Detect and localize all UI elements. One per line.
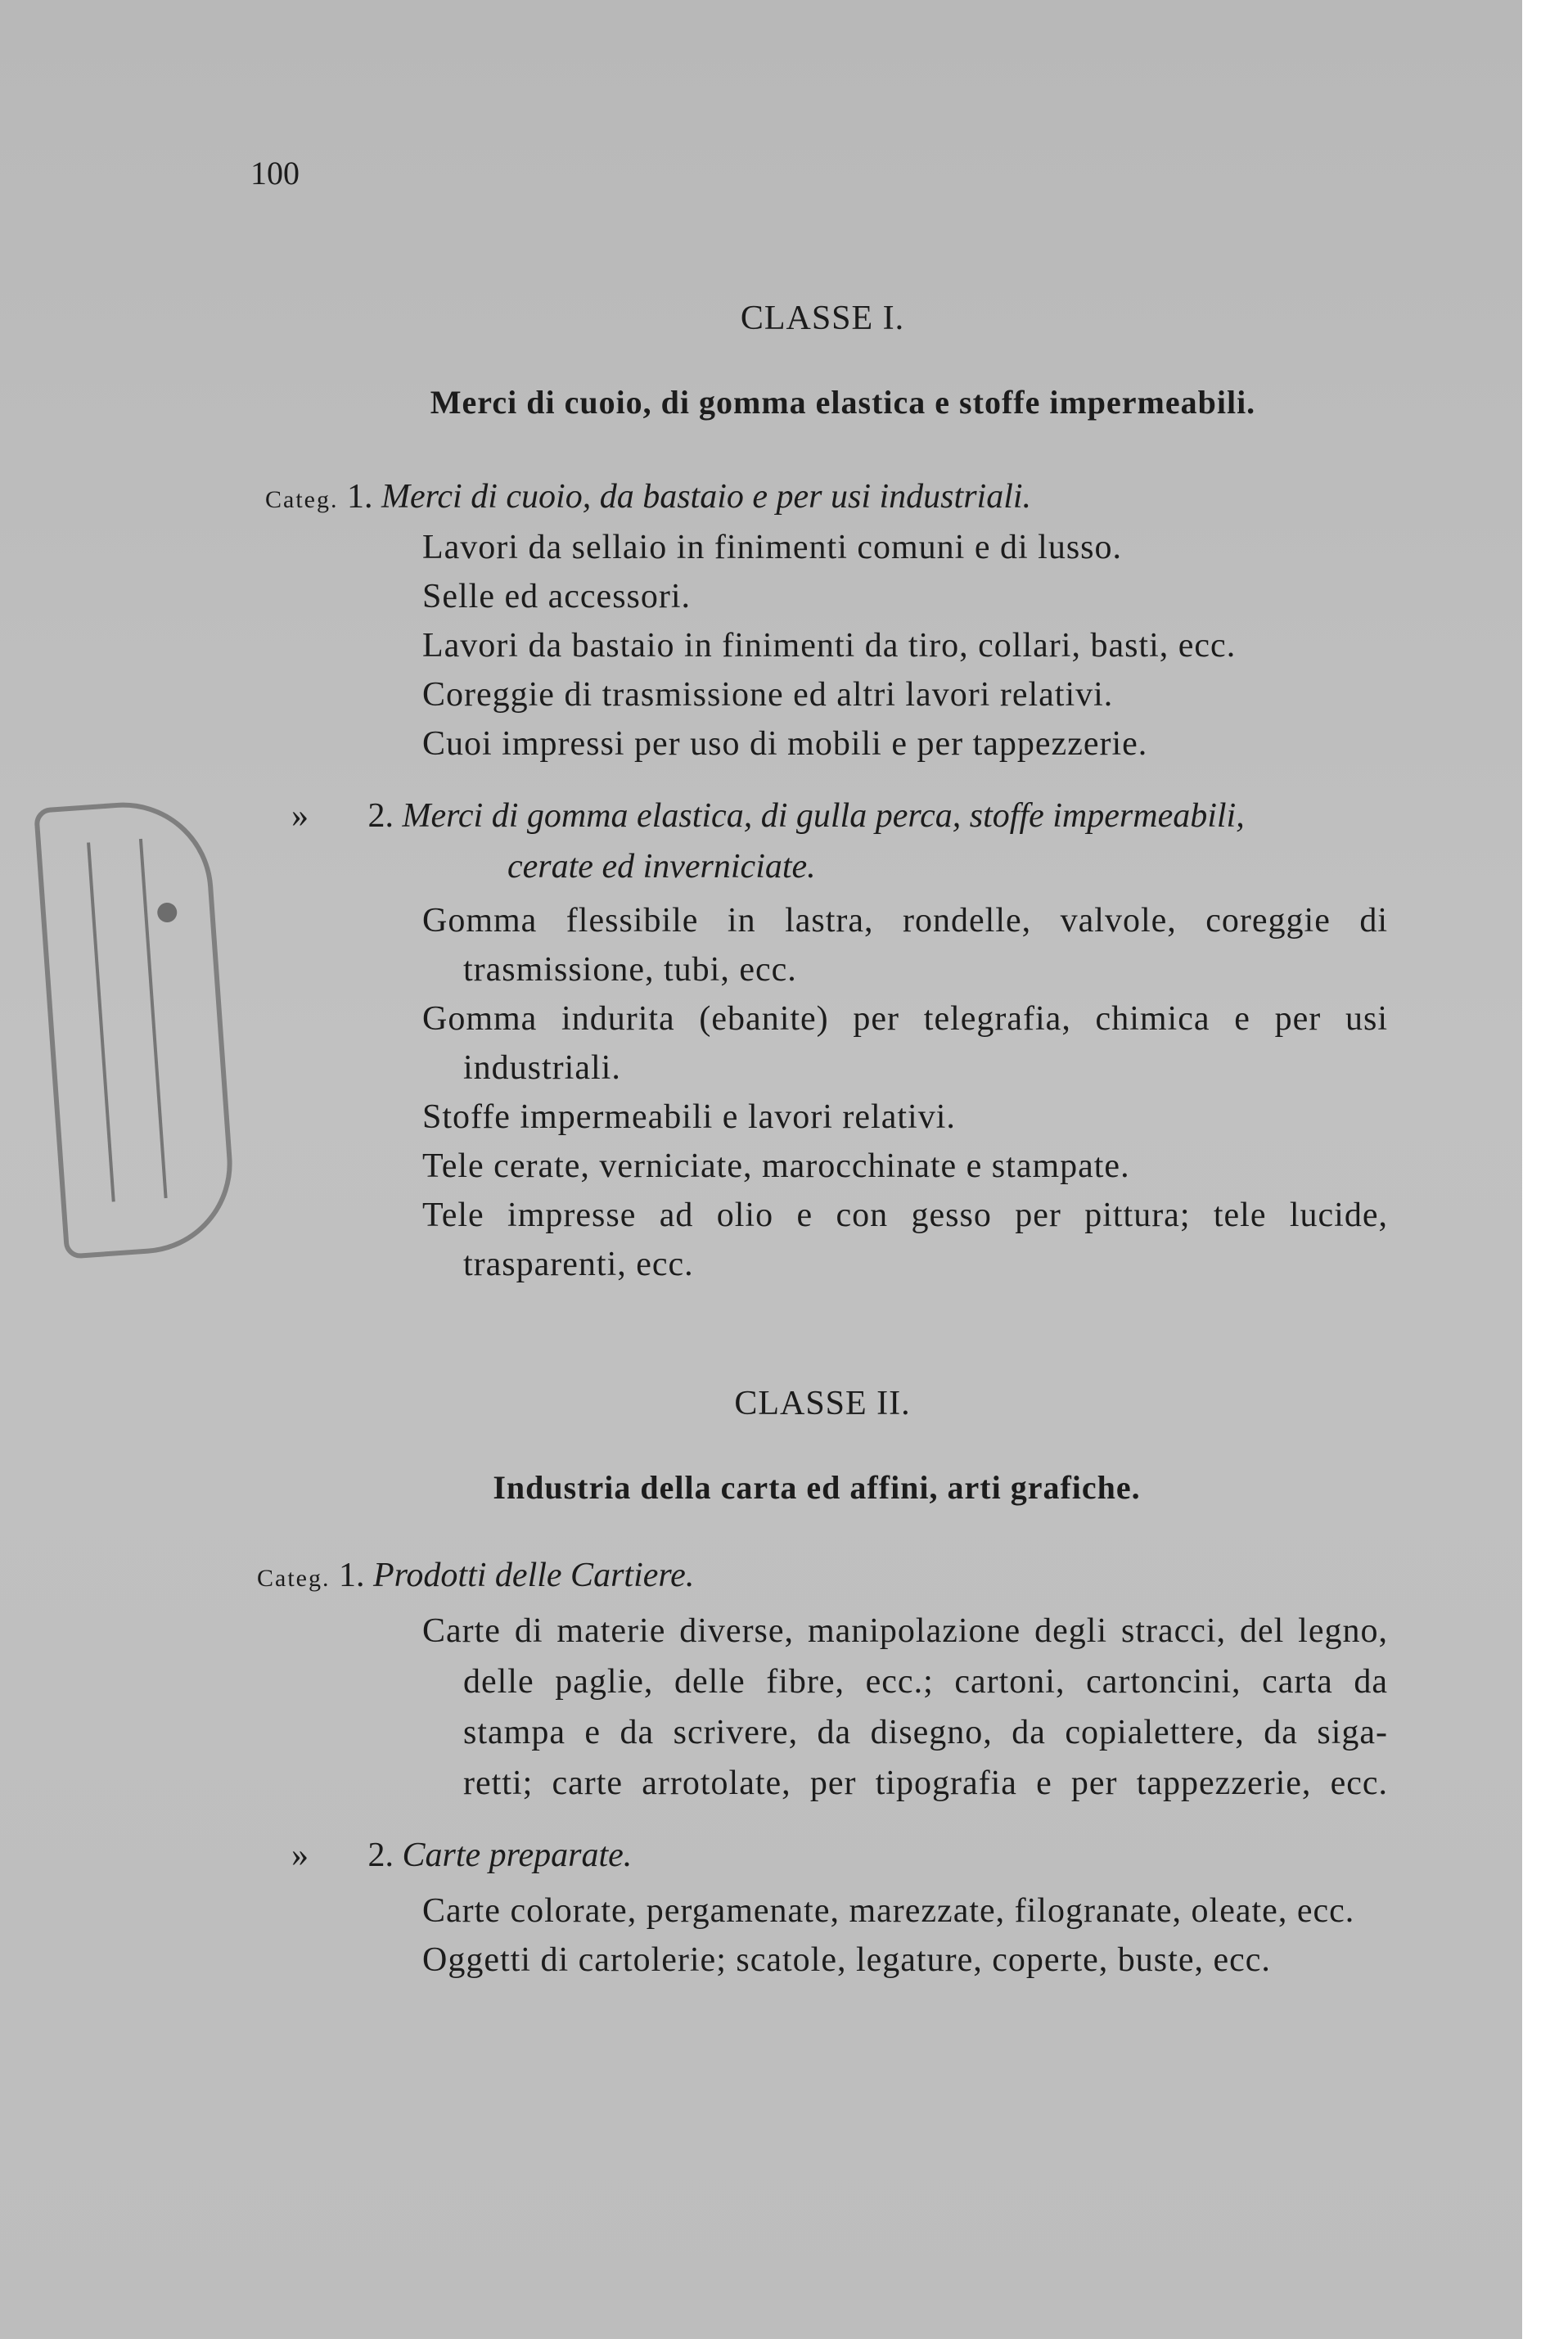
cat-prefix: Categ.: [265, 486, 339, 513]
library-stamp: [34, 796, 238, 1259]
cat-prefix: »: [291, 797, 309, 835]
cat-number: 2.: [367, 1836, 394, 1874]
cat-number: 1.: [338, 1557, 365, 1594]
list-item: trasparenti, ecc.: [463, 1246, 694, 1283]
class-1-cat-2: [291, 799, 1245, 833]
class-2-cat-2: [291, 1838, 632, 1873]
page-number: 100: [250, 155, 300, 192]
list-item: Carte colorate, pergamenate, marezzate, filogranate, oleate, ecc.: [422, 1892, 1355, 1930]
list-item: Carte di materie diverse, manipolazione degli stracci, del legno,: [422, 1612, 1388, 1650]
cat-title: Merci di gomma elastica, di gulla perca, stoffe impermeabili,: [402, 797, 1245, 835]
list-item: industriali.: [463, 1049, 621, 1087]
list-item: Cuoi impressi per uso di mobili e per tappezzerie.: [422, 725, 1148, 763]
list-item: retti; carte arrotolate, per tipografia e per tappezzerie, ecc.: [463, 1764, 1388, 1802]
list-item: Selle ed accessori.: [422, 578, 692, 615]
cat-number: 2.: [367, 797, 394, 835]
class-2-title: Industria della carta ed affini, arti grafiche.: [493, 1469, 1141, 1506]
list-item: Lavori da bastaio in finimenti da tiro, collari, basti, ecc.: [422, 627, 1237, 665]
cat-title: Carte preparate.: [402, 1836, 633, 1874]
list-item: Stoffe impermeabili e lavori relativi.: [422, 1098, 956, 1136]
list-item: stampa e da scrivere, da disegno, da copialettere, da siga-: [463, 1714, 1388, 1751]
class-2-cat-1: [257, 1558, 694, 1593]
class-2-heading: CLASSE II.: [734, 1385, 911, 1422]
cat-prefix: »: [291, 1836, 309, 1874]
list-item: Lavori da sellaio in finimenti comuni e di lusso.: [422, 529, 1123, 566]
list-item: Tele impresse ad olio e con gesso per pittura; tele lucide,: [422, 1197, 1388, 1234]
cat-number: 1.: [346, 478, 373, 516]
list-item: Tele cerate, verniciate, marocchinate e stampate.: [422, 1147, 1130, 1185]
cat-title-continued: cerate ed inverniciate.: [507, 848, 816, 886]
class-1-cat-1: [265, 480, 1031, 514]
list-item: Oggetti di cartolerie; scatole, legature, coperte, buste, ecc.: [422, 1941, 1271, 1979]
class-1-title: Merci di cuoio, di gomma elastica e stoffe impermeabili.: [430, 384, 1256, 421]
class-1-heading: CLASSE I.: [740, 300, 905, 337]
list-item: delle paglie, delle fibre, ecc.; cartoni, cartoncini, carta da: [463, 1663, 1388, 1701]
list-item: Gomma indurita (ebanite) per telegrafia, chimica e per usi: [422, 1000, 1388, 1038]
list-item: Gomma flessibile in lastra, rondelle, valvole, coreggie di: [422, 902, 1388, 940]
cat-title: Merci di cuoio, da bastaio e per usi industriali.: [381, 478, 1032, 516]
list-item: trasmissione, tubi, ecc.: [463, 951, 797, 989]
list-item: Coreggie di trasmissione ed altri lavori relativi.: [422, 676, 1114, 714]
cat-title: Prodotti delle Cartiere.: [372, 1557, 695, 1594]
cat-prefix: Categ.: [257, 1565, 331, 1592]
